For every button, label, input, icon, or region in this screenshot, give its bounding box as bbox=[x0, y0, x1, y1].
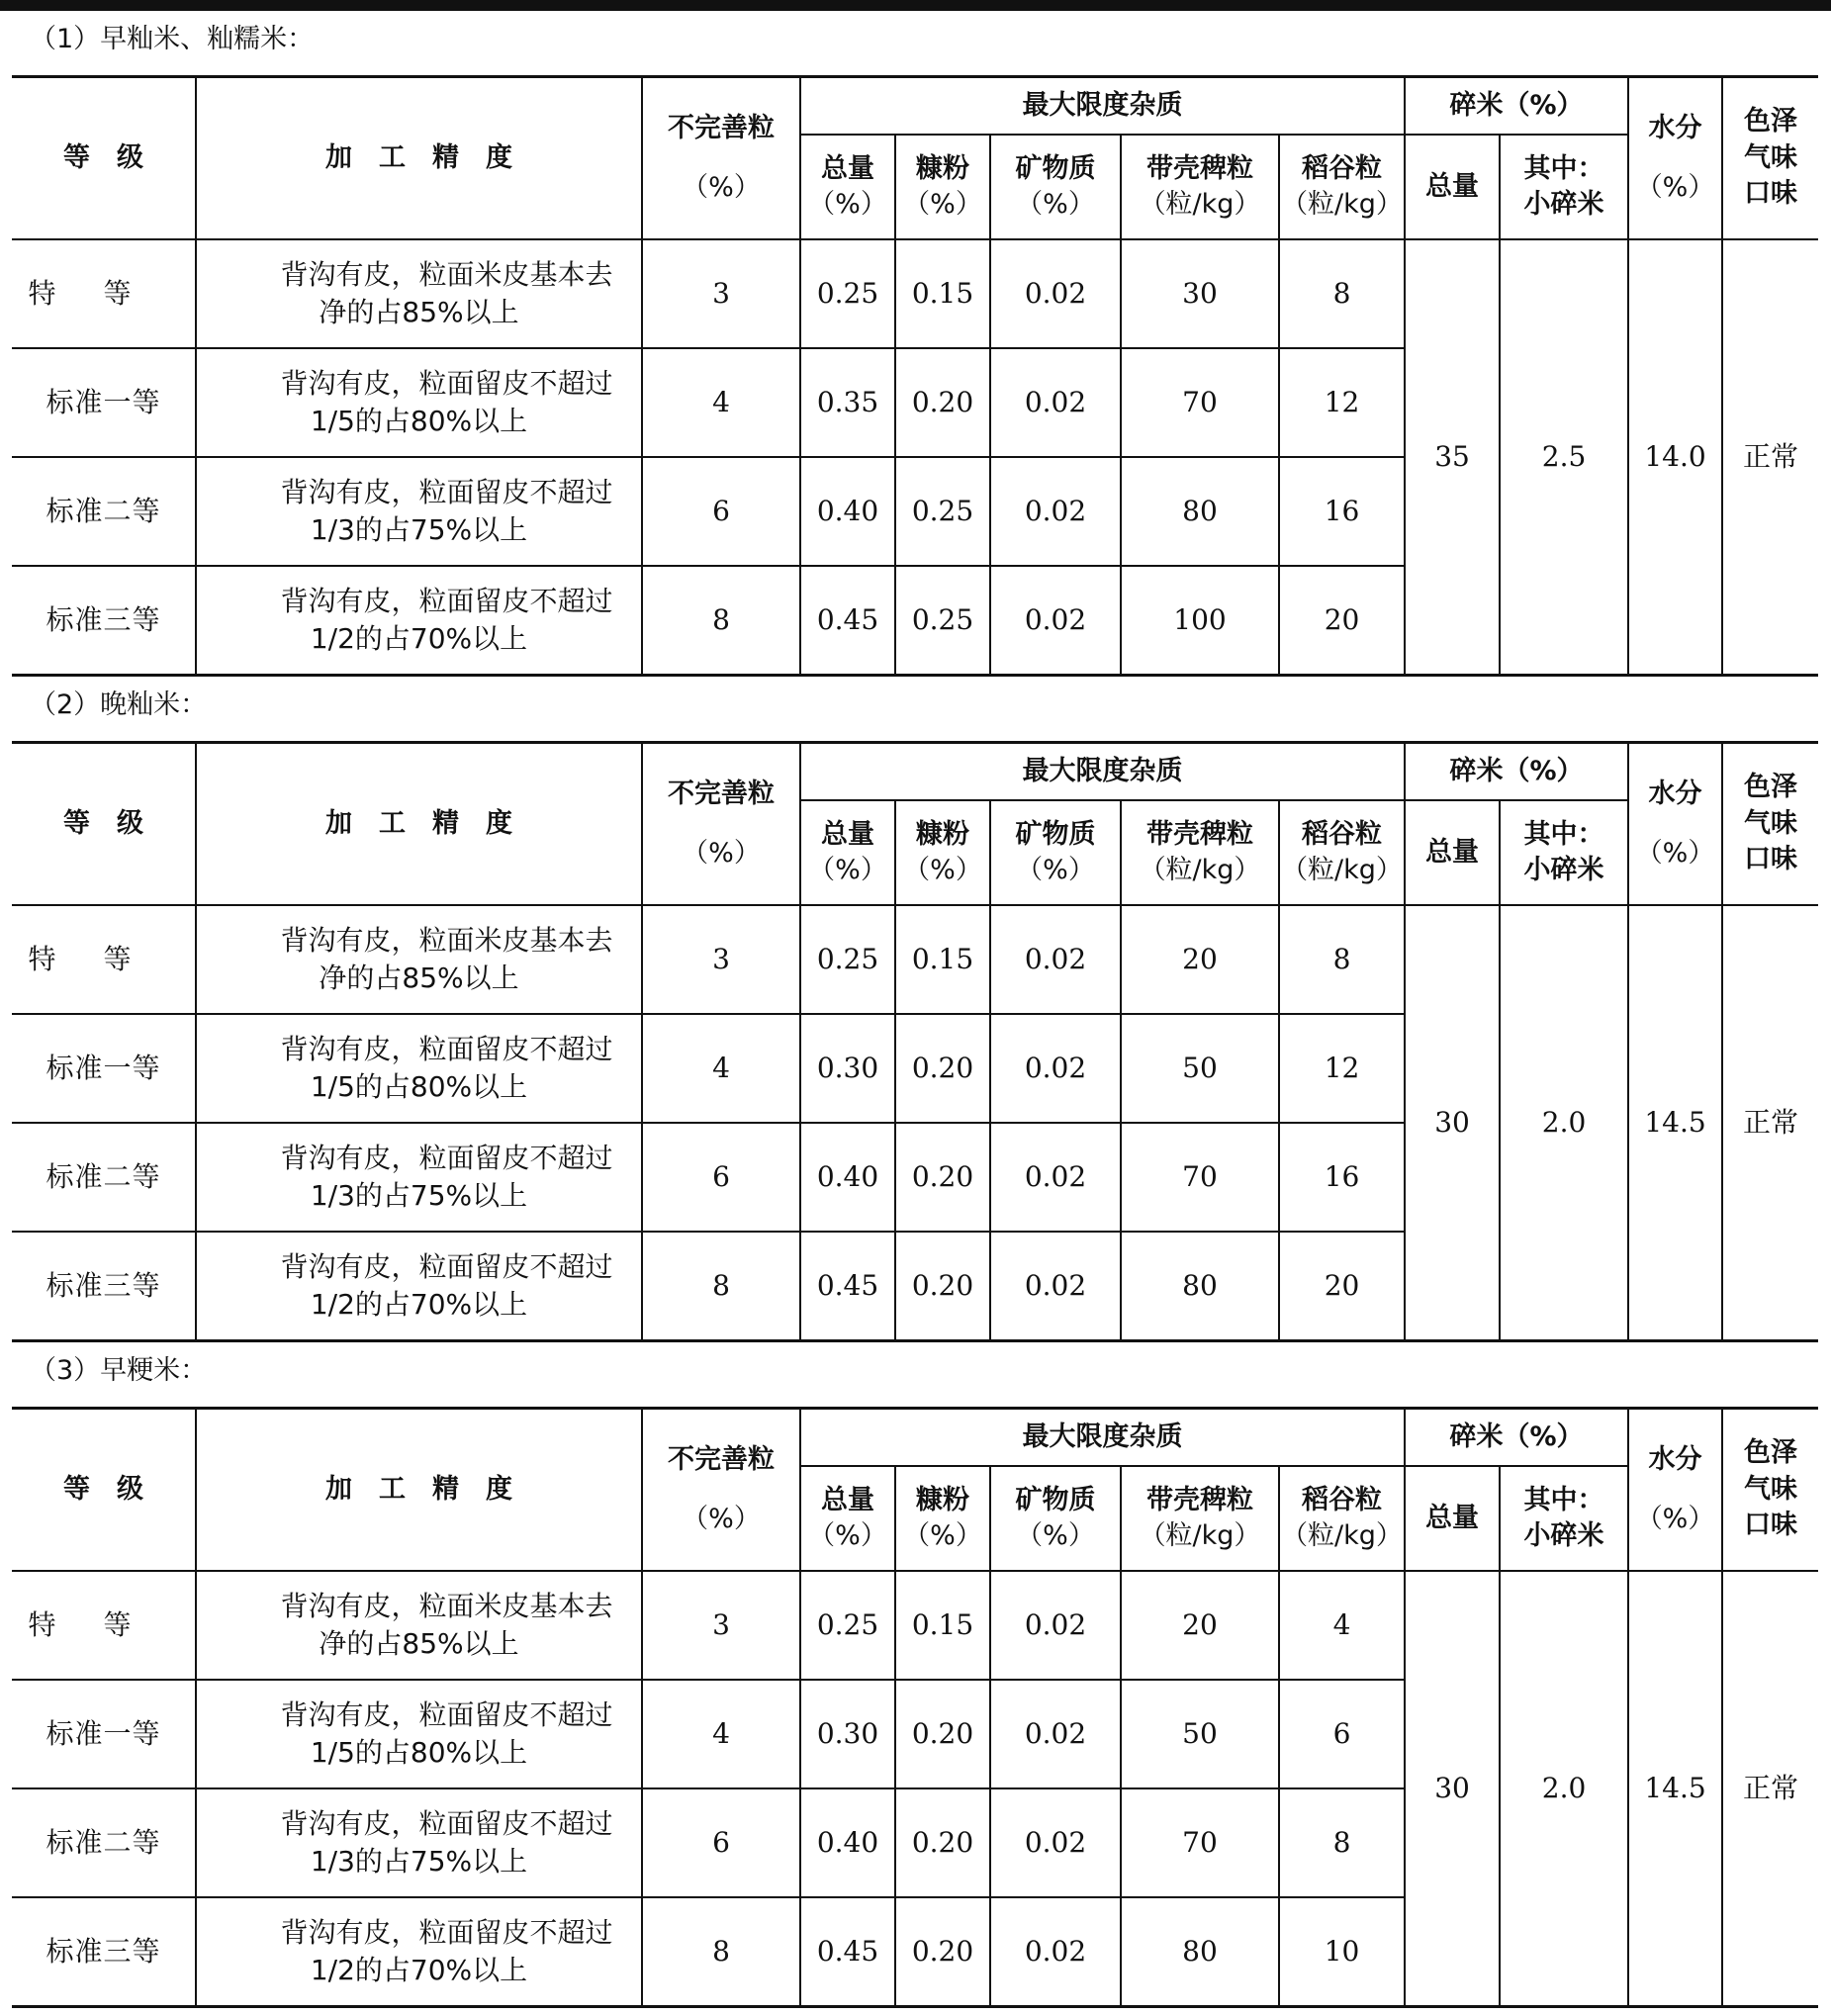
precision-line-1: 背沟有皮，粒面米皮基本去 bbox=[280, 1590, 613, 1623]
header-mineral: 矿物质 （%） bbox=[990, 1466, 1121, 1571]
husked-seeds-cell: 20 bbox=[1121, 1571, 1279, 1680]
paddy-cell: 12 bbox=[1279, 348, 1405, 457]
section-title: （1）早籼米、籼糯米： bbox=[30, 24, 315, 54]
precision-cell bbox=[196, 457, 642, 566]
header-moisture: 水分 （%） bbox=[1628, 1409, 1722, 1572]
broken-total-cell: 30 bbox=[1405, 905, 1500, 1341]
mineral-cell: 0.02 bbox=[990, 1571, 1121, 1680]
header-imperfect: 不完善粒 （%） bbox=[642, 743, 800, 906]
header-paddy: 稻谷粒 （粒/kg） bbox=[1279, 1466, 1405, 1571]
impurity-total-cell: 0.35 bbox=[800, 348, 895, 457]
header-broken-small: 其中： 小碎米 bbox=[1500, 1466, 1628, 1571]
husked-seeds-cell: 100 bbox=[1121, 566, 1279, 676]
header-broken-group: 碎米（%） bbox=[1405, 77, 1628, 136]
mineral-cell: 0.02 bbox=[990, 905, 1121, 1014]
impurity-total-cell: 0.45 bbox=[800, 1897, 895, 2007]
husked-seeds-cell: 70 bbox=[1121, 1123, 1279, 1232]
grade-cell: 特等 bbox=[12, 905, 196, 1014]
paddy-cell: 16 bbox=[1279, 1123, 1405, 1232]
precision-cell bbox=[196, 1123, 642, 1232]
precision-line-2: 净的占85%以上 bbox=[319, 1627, 519, 1660]
header-impurity-group: 最大限度杂质 bbox=[800, 1409, 1405, 1467]
precision-line-2: 1/3的占75%以上 bbox=[310, 1179, 528, 1212]
table-row bbox=[12, 239, 1818, 348]
paddy-cell: 6 bbox=[1279, 1680, 1405, 1788]
mineral-cell: 0.02 bbox=[990, 1232, 1121, 1341]
imperfect-cell: 8 bbox=[642, 1232, 800, 1341]
bran-cell: 0.20 bbox=[895, 1014, 990, 1123]
header-paddy: 稻谷粒 （粒/kg） bbox=[1279, 135, 1405, 239]
bran-cell: 0.15 bbox=[895, 1571, 990, 1680]
broken-small-cell: 2.0 bbox=[1500, 1571, 1628, 2007]
broken-total-cell: 35 bbox=[1405, 239, 1500, 676]
precision-line-1: 背沟有皮，粒面留皮不超过 bbox=[280, 1698, 613, 1732]
grade-table-1 bbox=[12, 75, 1818, 677]
header-precision: 加 工 精 度 bbox=[196, 1409, 642, 1572]
precision-line-1: 背沟有皮，粒面留皮不超过 bbox=[280, 367, 613, 401]
precision-cell bbox=[196, 1897, 642, 2007]
moisture-cell: 14.5 bbox=[1628, 1571, 1722, 2007]
grade-cell: 标准一等 bbox=[12, 1014, 196, 1123]
impurity-total-cell: 0.30 bbox=[800, 1680, 895, 1788]
impurity-total-cell: 0.40 bbox=[800, 1123, 895, 1232]
paddy-cell: 8 bbox=[1279, 239, 1405, 348]
paddy-cell: 16 bbox=[1279, 457, 1405, 566]
bran-cell: 0.20 bbox=[895, 1680, 990, 1788]
precision-line-2: 净的占85%以上 bbox=[319, 962, 519, 994]
precision-line-2: 1/5的占80%以上 bbox=[310, 1070, 528, 1103]
precision-line-2: 1/2的占70%以上 bbox=[310, 622, 528, 655]
header-impurity-total: 总量 （%） bbox=[800, 800, 895, 905]
table-row bbox=[12, 1571, 1818, 1680]
grade-cell: 标准三等 bbox=[12, 1232, 196, 1341]
grade-cell: 标准三等 bbox=[12, 566, 196, 676]
header-bran: 糠粉 （%） bbox=[895, 1466, 990, 1571]
section-title: （3）早粳米： bbox=[30, 1355, 208, 1386]
impurity-total-cell: 0.40 bbox=[800, 1788, 895, 1897]
precision-cell bbox=[196, 1788, 642, 1897]
precision-line-1: 背沟有皮，粒面留皮不超过 bbox=[280, 585, 613, 618]
header-grade: 等 级 bbox=[12, 77, 196, 240]
header-bran: 糠粉 （%） bbox=[895, 135, 990, 239]
imperfect-cell: 8 bbox=[642, 566, 800, 676]
header-color: 色泽 气味 口味 bbox=[1722, 743, 1818, 906]
header-impurity-total: 总量 （%） bbox=[800, 1466, 895, 1571]
precision-cell bbox=[196, 1014, 642, 1123]
imperfect-cell: 4 bbox=[642, 1014, 800, 1123]
table-row bbox=[12, 905, 1818, 1014]
precision-cell bbox=[196, 348, 642, 457]
bran-cell: 0.15 bbox=[895, 239, 990, 348]
imperfect-cell: 4 bbox=[642, 1680, 800, 1788]
header-husked-seeds: 带壳稗粒 （粒/kg） bbox=[1121, 135, 1279, 239]
precision-cell bbox=[196, 1571, 642, 1680]
imperfect-cell: 3 bbox=[642, 1571, 800, 1680]
grade-cell: 特等 bbox=[12, 239, 196, 348]
header-broken-group: 碎米（%） bbox=[1405, 743, 1628, 801]
grade-cell: 标准一等 bbox=[12, 1680, 196, 1788]
precision-line-2: 1/5的占80%以上 bbox=[310, 405, 528, 437]
husked-seeds-cell: 70 bbox=[1121, 348, 1279, 457]
bran-cell: 0.20 bbox=[895, 1123, 990, 1232]
broken-small-cell: 2.0 bbox=[1500, 905, 1628, 1341]
bran-cell: 0.25 bbox=[895, 566, 990, 676]
bran-cell: 0.15 bbox=[895, 905, 990, 1014]
mineral-cell: 0.02 bbox=[990, 1123, 1121, 1232]
section-title: （2）晚籼米： bbox=[30, 689, 208, 720]
header-mineral: 矿物质 （%） bbox=[990, 135, 1121, 239]
header-husked-seeds: 带壳稗粒 （粒/kg） bbox=[1121, 1466, 1279, 1571]
imperfect-cell: 4 bbox=[642, 348, 800, 457]
imperfect-cell: 8 bbox=[642, 1897, 800, 2007]
bran-cell: 0.20 bbox=[895, 1232, 990, 1341]
bran-cell: 0.20 bbox=[895, 1897, 990, 2007]
precision-line-1: 背沟有皮，粒面留皮不超过 bbox=[280, 1142, 613, 1175]
header-broken-small: 其中： 小碎米 bbox=[1500, 135, 1628, 239]
mineral-cell: 0.02 bbox=[990, 1014, 1121, 1123]
broken-total-cell: 30 bbox=[1405, 1571, 1500, 2007]
header-mineral: 矿物质 （%） bbox=[990, 800, 1121, 905]
header-impurity-total: 总量 （%） bbox=[800, 135, 895, 239]
grade-table-3 bbox=[12, 1407, 1818, 2008]
header-paddy: 稻谷粒 （粒/kg） bbox=[1279, 800, 1405, 905]
header-impurity-group: 最大限度杂质 bbox=[800, 77, 1405, 136]
header-imperfect: 不完善粒 （%） bbox=[642, 1409, 800, 1572]
imperfect-cell: 3 bbox=[642, 905, 800, 1014]
mineral-cell: 0.02 bbox=[990, 348, 1121, 457]
precision-cell bbox=[196, 905, 642, 1014]
header-grade: 等 级 bbox=[12, 1409, 196, 1572]
precision-line-1: 背沟有皮，粒面留皮不超过 bbox=[280, 1807, 613, 1841]
paddy-cell: 20 bbox=[1279, 566, 1405, 676]
mineral-cell: 0.02 bbox=[990, 1897, 1121, 2007]
color-cell: 正常 bbox=[1722, 1571, 1818, 2007]
impurity-total-cell: 0.45 bbox=[800, 566, 895, 676]
imperfect-cell: 6 bbox=[642, 1788, 800, 1897]
precision-line-2: 净的占85%以上 bbox=[319, 296, 519, 328]
mineral-cell: 0.02 bbox=[990, 457, 1121, 566]
header-bran: 糠粉 （%） bbox=[895, 800, 990, 905]
broken-small-cell: 2.5 bbox=[1500, 239, 1628, 676]
paddy-cell: 20 bbox=[1279, 1232, 1405, 1341]
impurity-total-cell: 0.25 bbox=[800, 239, 895, 348]
header-imperfect: 不完善粒 （%） bbox=[642, 77, 800, 240]
husked-seeds-cell: 30 bbox=[1121, 239, 1279, 348]
impurity-total-cell: 0.40 bbox=[800, 457, 895, 566]
husked-seeds-cell: 20 bbox=[1121, 905, 1279, 1014]
husked-seeds-cell: 50 bbox=[1121, 1014, 1279, 1123]
moisture-cell: 14.5 bbox=[1628, 905, 1722, 1341]
paddy-cell: 8 bbox=[1279, 1788, 1405, 1897]
precision-cell bbox=[196, 1232, 642, 1341]
impurity-total-cell: 0.25 bbox=[800, 1571, 895, 1680]
precision-cell bbox=[196, 566, 642, 676]
precision-line-2: 1/2的占70%以上 bbox=[310, 1288, 528, 1321]
precision-line-2: 1/5的占80%以上 bbox=[310, 1736, 528, 1769]
header-precision: 加 工 精 度 bbox=[196, 743, 642, 906]
header-broken-small: 其中： 小碎米 bbox=[1500, 800, 1628, 905]
color-cell: 正常 bbox=[1722, 239, 1818, 676]
husked-seeds-cell: 50 bbox=[1121, 1680, 1279, 1788]
grade-cell: 特等 bbox=[12, 1571, 196, 1680]
mineral-cell: 0.02 bbox=[990, 566, 1121, 676]
grade-cell: 标准二等 bbox=[12, 1123, 196, 1232]
paddy-cell: 8 bbox=[1279, 905, 1405, 1014]
precision-line-1: 背沟有皮，粒面留皮不超过 bbox=[280, 1250, 613, 1284]
precision-line-2: 1/3的占75%以上 bbox=[310, 513, 528, 546]
bran-cell: 0.20 bbox=[895, 348, 990, 457]
header-color: 色泽 气味 口味 bbox=[1722, 77, 1818, 240]
husked-seeds-cell: 80 bbox=[1121, 457, 1279, 566]
imperfect-cell: 6 bbox=[642, 457, 800, 566]
header-broken-total: 总量 bbox=[1405, 800, 1500, 905]
bran-cell: 0.20 bbox=[895, 1788, 990, 1897]
top-rule bbox=[0, 0, 1831, 11]
precision-cell bbox=[196, 239, 642, 348]
imperfect-cell: 3 bbox=[642, 239, 800, 348]
precision-line-1: 背沟有皮，粒面米皮基本去 bbox=[280, 924, 613, 958]
grade-cell: 标准二等 bbox=[12, 457, 196, 566]
header-moisture: 水分 （%） bbox=[1628, 743, 1722, 906]
precision-line-1: 背沟有皮，粒面留皮不超过 bbox=[280, 1916, 613, 1950]
paddy-cell: 10 bbox=[1279, 1897, 1405, 2007]
impurity-total-cell: 0.30 bbox=[800, 1014, 895, 1123]
moisture-cell: 14.0 bbox=[1628, 239, 1722, 676]
grade-cell: 标准三等 bbox=[12, 1897, 196, 2007]
paddy-cell: 4 bbox=[1279, 1571, 1405, 1680]
impurity-total-cell: 0.25 bbox=[800, 905, 895, 1014]
mineral-cell: 0.02 bbox=[990, 239, 1121, 348]
grade-cell: 标准一等 bbox=[12, 348, 196, 457]
precision-line-2: 1/3的占75%以上 bbox=[310, 1845, 528, 1878]
mineral-cell: 0.02 bbox=[990, 1680, 1121, 1788]
husked-seeds-cell: 70 bbox=[1121, 1788, 1279, 1897]
header-color: 色泽 气味 口味 bbox=[1722, 1409, 1818, 1572]
header-husked-seeds: 带壳稗粒 （粒/kg） bbox=[1121, 800, 1279, 905]
imperfect-cell: 6 bbox=[642, 1123, 800, 1232]
header-broken-total: 总量 bbox=[1405, 135, 1500, 239]
precision-cell bbox=[196, 1680, 642, 1788]
precision-line-1: 背沟有皮，粒面米皮基本去 bbox=[280, 258, 613, 292]
header-moisture: 水分 （%） bbox=[1628, 77, 1722, 240]
header-grade: 等 级 bbox=[12, 743, 196, 906]
header-broken-group: 碎米（%） bbox=[1405, 1409, 1628, 1467]
bran-cell: 0.25 bbox=[895, 457, 990, 566]
color-cell: 正常 bbox=[1722, 905, 1818, 1341]
precision-line-1: 背沟有皮，粒面留皮不超过 bbox=[280, 476, 613, 509]
grade-table-2 bbox=[12, 741, 1818, 1342]
paddy-cell: 12 bbox=[1279, 1014, 1405, 1123]
grade-cell: 标准二等 bbox=[12, 1788, 196, 1897]
precision-line-1: 背沟有皮，粒面留皮不超过 bbox=[280, 1033, 613, 1066]
precision-line-2: 1/2的占70%以上 bbox=[310, 1954, 528, 1986]
husked-seeds-cell: 80 bbox=[1121, 1232, 1279, 1341]
impurity-total-cell: 0.45 bbox=[800, 1232, 895, 1341]
husked-seeds-cell: 80 bbox=[1121, 1897, 1279, 2007]
header-impurity-group: 最大限度杂质 bbox=[800, 743, 1405, 801]
header-broken-total: 总量 bbox=[1405, 1466, 1500, 1571]
mineral-cell: 0.02 bbox=[990, 1788, 1121, 1897]
header-precision: 加 工 精 度 bbox=[196, 77, 642, 240]
